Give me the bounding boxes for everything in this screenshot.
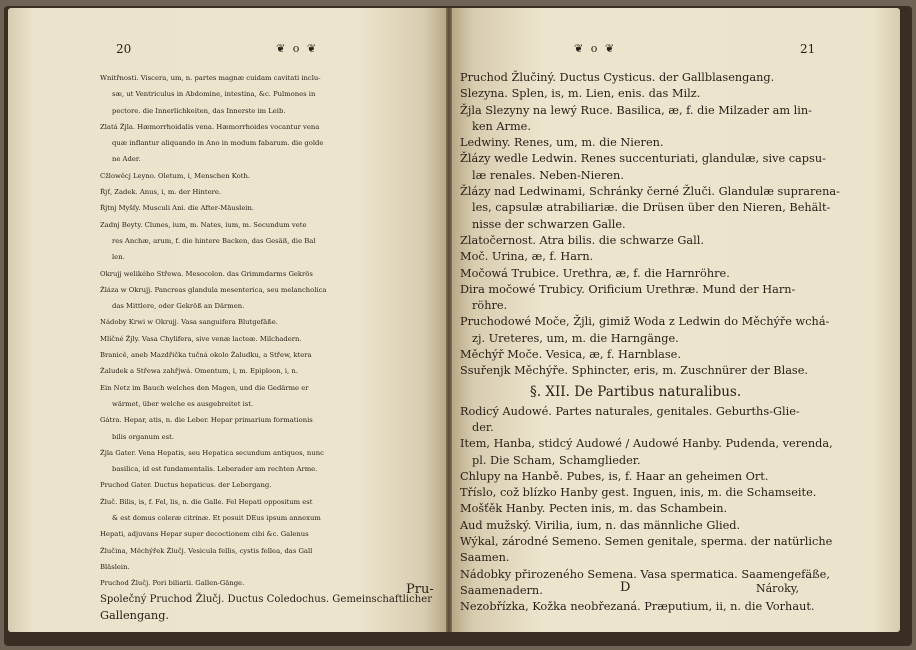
text-line: Saamenadern. (460, 583, 543, 597)
text-line: Wýkal, zárodné Semeno. Semen genitale, sperma. der natürliche (460, 535, 833, 549)
text-line: quæ inflantur aliquando in Ano in modum fabarum. die golde (112, 139, 324, 148)
text-line: Nádoby Krwi w Okrujj. Vasa sanguifera Blutgefäße. (100, 318, 278, 327)
text-line: Okrujj welikého Střewa. Mesocolon. das Grimmdarms Gekrös (100, 269, 313, 278)
text-line: Moč. Urina, æ, f. Harn. (460, 250, 594, 264)
header-ornament-icon: ❦ o ❦ (276, 42, 319, 55)
text-line: Cžlowěcj Leyno. Oletum, i, Menschen Koth. (100, 171, 250, 180)
right-page-header (452, 42, 900, 58)
section-title: §. XII. De Partibus naturalibus. (530, 383, 742, 400)
text-line: Gallengang. (100, 608, 170, 622)
text-line: Řjť, Zadek. Anus, i, m. der Hintere. (100, 188, 222, 197)
text-line: röhre. (472, 299, 508, 313)
text-line: Pruchod Žlučiný. Ductus Cysticus. der Gallblasengang. (460, 71, 775, 84)
signature-mark: D (620, 580, 631, 595)
text-line: Pruchod Gater. Ductus hepaticus. der Lebergang. (100, 481, 272, 490)
text-line: Žaludek a Střewa zahřjwá. Omentum, i, m. Epiploon, i, n. (100, 367, 298, 376)
text-line: bilis organum est. (112, 432, 175, 441)
text-line: Wnitřnosti. Viscera, um, n. partes magnæ cuidam cavitati inclu- (100, 74, 321, 82)
text-line: Nádobky přirozeného Semena. Vasa spermatica. Saamengefäße, (460, 567, 830, 581)
text-line: ken Arme. (472, 119, 531, 133)
left-page (8, 8, 446, 632)
text-line: & est domus coleræ citrinæ. Et posuit DEus ipsum annexum (112, 514, 321, 523)
text-line: Žlázy wedle Ledwin. Renes succenturiati, glandulæ, sive capsu- (460, 152, 826, 166)
text-line: les, capsulæ atrabiliariæ. die Drüsen über den Nieren, Behält- (472, 201, 831, 215)
text-line: sæ, ut Ventriculus in Abdomine, intestina, &c. Pulmones in (112, 90, 316, 99)
text-line: ne Ader. (112, 155, 141, 164)
text-line: Žjla Slezyny na lewý Ruce. Basilica, æ, f. die Milzader am lin- (460, 103, 812, 117)
text-line: Žjla Gater. Vena Hepatis, seu Hepatica secundum antiquos, nunc (100, 448, 324, 457)
text-line: Žlučina, Měchýřek Žlučj. Vesicula fellis, cystis fellea, das Gall (100, 546, 313, 555)
text-line: Mošťěk Hanby. Pecten inis, m. das Schambein. (460, 502, 728, 516)
text-line: Žláza w Okrujj. Pancreas glandula mesenterica, seu melancholica (100, 285, 327, 294)
text-line: zj. Ureteres, um, m. die Harngänge. (472, 331, 679, 345)
text-line: der. (472, 420, 494, 434)
text-line: Ledwiny. Renes, um, m. die Nieren. (460, 136, 664, 150)
text-line: Ein Netz im Bauch welches den Magen, und die Gedärme er (100, 383, 309, 392)
header-ornament-icon: ❦ o ❦ (574, 42, 617, 55)
left-page-header (8, 42, 446, 58)
text-line: res Anchæ, arum, f. die hintere Backen, das Gesäß, die Bal (112, 236, 316, 245)
text-line: Řjtnj Myšſy. Musculi Ani. die After-Mäuslein. (100, 204, 255, 213)
text-line: Bläslein. (100, 562, 130, 571)
text-line: Chlupy na Hanbě. Pubes, is, f. Haar an geheimen Ort. (460, 469, 769, 483)
text-line: Tříslo, což blízko Hanby gest. Inguen, inis, m. die Schamseite. (460, 486, 817, 500)
text-line: Zlatá Žjla. Hæmorrhoidalis vena. Hæmorrhoides vocantur vena (100, 122, 320, 131)
text-line: Mlíčné Žjly. Vasa Chylifera, sive venæ lacteæ. Milchadern. (100, 334, 302, 343)
text-line: Slezyna. Splen, is, m. Lien, enis. das Milz. (460, 87, 701, 101)
text-line: Měchýř Moče. Vesica, æ, f. Harnblase. (460, 348, 681, 362)
page-number-right: 21 (800, 42, 816, 56)
text-line: Dira močowé Trubicy. Orificium Urethræ. Mund der Harn- (460, 282, 796, 296)
text-line: pl. Die Scham, Schamglieder. (472, 453, 641, 467)
text-line: Item, Hanba, stidcý Audowé / Audowé Hanby. Pudenda, verenda, (460, 437, 833, 451)
right-page-text (460, 70, 840, 616)
text-line: nisse der schwarzen Galle. (472, 217, 626, 231)
text-line: Zadnj Beyty. Clunes, ium, m. Nates, ium, m. Secundum vete (100, 220, 307, 229)
text-line: Branicě, aneb Mazdřička tučná okolo Žaludku, a Střew, ktera (100, 351, 312, 360)
text-line: Hepati, adjuvans Hepar super decoctionem cibi &c. Galenus (100, 530, 309, 539)
text-line: Žluč. Bilis, is, f. Fel, lis, n. die Galle. Fel Hepati oppositum est (100, 497, 313, 506)
text-line: Společný Pruchod Žlučj. Ductus Coledochus. Gemeinschaftlicher (100, 593, 433, 605)
text-line: Žlázy nad Ledwinami, Schránky černé Žluči. Glandulæ suprarena- (460, 185, 840, 199)
text-line: Gátra. Hepar, atis, n. die Leber. Hepar primarium formationis (100, 416, 313, 425)
page-number-left: 20 (116, 42, 132, 56)
text-line: basilica, id est fundamentalis. Leberader am rechten Arme. (112, 465, 318, 474)
right-page (452, 8, 900, 632)
text-line: Močowá Trubice. Urethra, æ, f. die Harnröhre. (460, 266, 730, 280)
text-line: wärmet, über welche es ausgebreitet ist. (112, 399, 254, 408)
text-line: Zlatočernost. Atra bilis. die schwarze Gall. (460, 233, 704, 247)
left-page-text (100, 70, 432, 624)
text-line: Pruchodowé Moče, Žjli, gimiž Woda z Ledwin do Měchýře wchá- (460, 315, 830, 329)
catchword-left: Pru- (406, 582, 434, 597)
text-line: das Mittlere, oder Gekröß an Därmen. (112, 302, 245, 311)
text-line: len. (112, 253, 125, 262)
text-line: Aud mužský. Virilia, ium, n. das männliche Glied. (460, 518, 741, 532)
catchword-right: Nároky, (756, 582, 799, 595)
text-line: læ renales. Neben-Nieren. (472, 168, 624, 182)
text-line: Rodicý Audowé. Partes naturales, genitales. Geburths-Glie- (460, 404, 800, 418)
text-line: Ssuřenjk Měchýře. Sphincter, eris, m. Zuschnürer der Blase. (460, 364, 809, 378)
text-line: Saamen. (460, 551, 510, 565)
text-line: pectore. die Innerlichkeiten, das Innerste im Leib. (112, 106, 286, 115)
text-line: Nezobřízka, Kožka neobřezaná. Præputium, ii, n. die Vorhaut. (460, 600, 815, 614)
text-line: Pruchod Žlučj. Pori biliarii. Gallen-Gänge. (100, 579, 245, 588)
